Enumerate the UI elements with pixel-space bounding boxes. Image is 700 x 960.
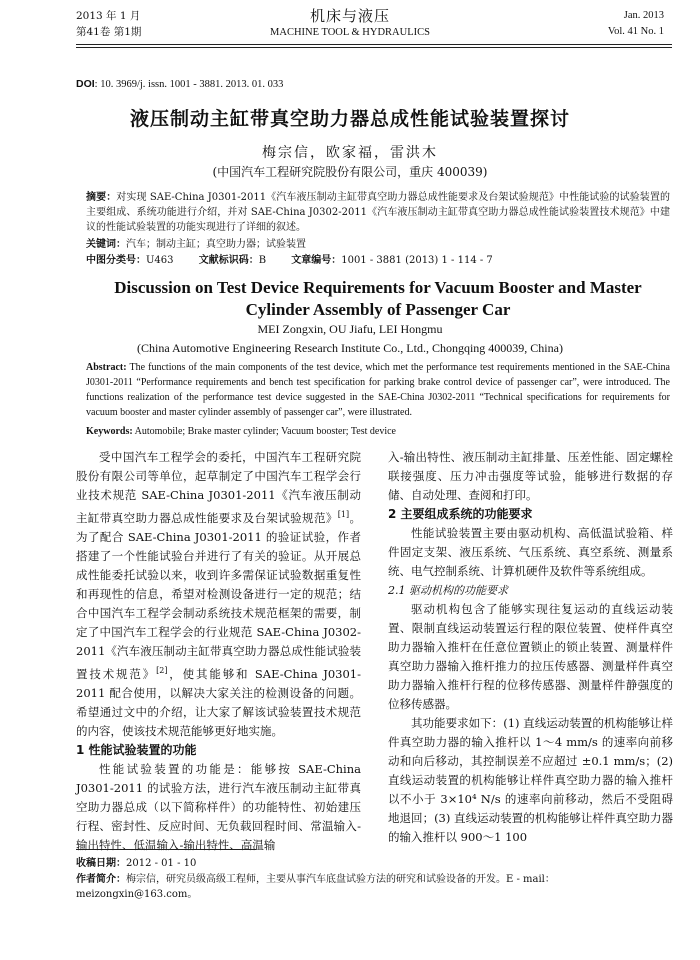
keywords-en-text: Automobile; Brake master cylinder; Vacuum booster; Test device <box>132 426 396 437</box>
footnote-separator <box>76 849 256 850</box>
keywords-cn-text: 汽车；制动主缸；真空助力器；试验装置 <box>126 239 306 250</box>
affiliation-en: (China Automotive Engineering Research Institute Co., Ltd., Chongqing 400039, China) <box>137 341 563 355</box>
section-1-heading: 1 性能试验装置的功能 <box>76 742 197 757</box>
bio-label: 作者简介： <box>76 874 126 885</box>
received-value: 2012 - 01 - 10 <box>126 858 197 869</box>
article-number <box>291 255 493 266</box>
doi-value: : 10. 3969/j. issn. 1001 - 3881. 2013. 01. 033 <box>94 79 284 90</box>
doc-value: B <box>258 255 267 266</box>
footnote-author-bio <box>76 872 672 902</box>
issue-date-cn: 2013 年 1 月 <box>76 10 141 22</box>
abstract-en <box>86 360 670 420</box>
section-2-heading: 2 主要组成系统的功能要求 <box>388 507 533 521</box>
journal-name-en: MACHINE TOOL & HYDRAULICS <box>270 27 430 38</box>
abstract-en-text: The functions of the main components of the test device, which met the performance test requirements mentioned in the SAE-China J0301-2011 “Performance requirements and bench test specification for parking brake control device of passenger car”, were introduced. The functions realization of the performance test device suggested in the SAE-China J0302-2011 “Technical specifications for requirements for vacuum booster and master cylinder assembly of passenger car”, were illustrated. <box>86 362 670 418</box>
body-column-left <box>76 448 361 855</box>
classification-line <box>86 253 670 268</box>
volume-cn: 第41卷 第1期 <box>76 26 142 38</box>
authors-en: MEI Zongxin, OU Jiafu, LEI Hongmu <box>257 322 443 336</box>
header-rule-bottom <box>76 47 672 48</box>
article-label: 文章编号： <box>291 255 342 266</box>
reference-2: [2] <box>156 665 168 675</box>
section-1-paragraph: 性能试验装置的功能是：能够按 SAE-China J0301-2011 的试验方法，进行汽车液压制动主缸带真空助力器总成（以下简称样件）的功能特性、初始建压行程、密封性、反应时间、无负载回程时间、常温输入-输出特性、低温输入-输出特性、高温输 <box>76 761 361 852</box>
keywords-en <box>86 424 670 439</box>
intro-text-end: ，使其能够和 SAE-China J0301-2011 配合使用，以解决大家关注的检测设备的问题。希望通过文中的介绍，让大家了解该试验装置技术规范的内容，使该技术规范能够更好地实施。 <box>76 666 361 738</box>
section-2-paragraph: 性能试验装置主要由驱动机构、高低温试验箱、样件固定支架、液压系统、气压系统、真空系统、测量系统、电气控制系统、计算机硬件及软件等系统组成。 <box>388 526 673 578</box>
keywords-cn <box>86 237 670 252</box>
running-header-center <box>0 6 700 40</box>
intro-text: 受中国汽车工程学会的委托，中国汽车工程研究院股份有限公司等单位，起草制定了中国汽车工程学会行业技术规范 SAE-China J0301-2011《汽车液压制动主缸带真空助力器总成性能要求及台架试验规范》 <box>76 450 361 525</box>
authors-cn: 梅宗信，欧家福，雷洪木 <box>262 145 438 161</box>
received-label: 收稿日期： <box>76 858 126 869</box>
doc-label: 文献标识码： <box>198 255 259 266</box>
abstract-cn-label: 摘要： <box>86 192 117 203</box>
doi-line <box>76 78 283 90</box>
bio-text: 梅宗信，研究员级高级工程师，主要从事汽车底盘试验方法的研究和试验设备的开发。E - mail：meizongxin@163.com。 <box>76 874 555 900</box>
section-2-1-heading: 2.1 驱动机构的功能要求 <box>388 584 508 597</box>
intro-paragraph <box>76 448 361 741</box>
abstract-cn-text: 对实现 SAE-China J0301-2011《汽车液压制动主缸带真空助力器总成性能要求及台架试验规范》中性能试验的试验装置的主要组成、系统功能进行介绍，并对 SAE-China J0302-2011《汽车液压制动主缸带真空助力器总成性能试验装置技术规范》中建议的性能试验装置的功能实现进行了详细的叙述。 <box>86 192 670 233</box>
paper-title-cn: 液压制动主缸带真空助力器总成性能试验装置探讨 <box>129 108 570 130</box>
keywords-cn-label: 关键词： <box>86 239 126 250</box>
affiliation-cn: (中国汽车工程研究院股份有限公司，重庆 400039) <box>212 165 488 179</box>
paper-title-en: Discussion on Test Device Requirements for Vacuum Booster and Master Cylinder Assembly of Passenger Car <box>114 278 642 319</box>
section-2-1-paragraph-2: 其功能要求如下：(1) 直线运动装置的机构能够让样件真空助力器的输入推杆以 1～4 mm/s 的速率向前移动和向后移动，其控制误差不应超过 ±0.1 mm/s；(2) 直线运动装置的机构能够让样件真空助力器的输入推杆以不小于 3×10⁴ N/s 的速率向前移动，然后不受阻碍地退回；(3) 直线运动装置的机构能够让样件真空助力器的输入推杆以 900～1 100 <box>388 716 673 844</box>
section-2-1-paragraph-1: 驱动机构包含了能够实现往复运动的直线运动装置、限制直线运动装置运行程的限位装置、使样件真空助力器输入推杆在任意位置锁止的锁止装置、测量样件真空助力器输入推杆推力的拉压传感器、测量样件真空助力器输入推杆行程的位移传感器、测量样件静强度的位移传感器。 <box>388 602 673 711</box>
reference-1: [1] <box>337 510 350 519</box>
running-header-right <box>608 8 664 40</box>
keywords-en-label: Keywords: <box>86 426 133 437</box>
abstract-en-label: Abstract: <box>86 362 127 373</box>
abstract-cn <box>86 190 670 235</box>
doi-label: DOI <box>76 78 95 90</box>
doc-code <box>199 255 266 266</box>
journal-name-cn: 机床与液压 <box>309 7 390 25</box>
article-value: 1001 - 3881 (2013) 1 - 114 - 7 <box>341 255 493 266</box>
issue-date-en: Jan. 2013 <box>623 10 664 21</box>
intro-text-cont: 。为了配合 SAE-China J0301-2011 的验证试验，作者搭建了一个性能试验台并进行了有关的验证。从开展总成性能委托试验以来，收到许多需保证试验数据重复性和再现性的信息，希望对检测设备进行一定的规范；结合中国汽车工程学会制动系统技术规范框架的需要，制定了中国汽车工程学会的行业规范 SAE-China J0302-2011《汽车液压制动主缸带真空助力器总成性能试验装置技术规范》 <box>76 510 362 681</box>
body-column-right <box>388 448 673 847</box>
header-rule-top <box>76 44 672 45</box>
section-1-paragraph-cont: 入-输出特性、液压制动主缸排量、压差性能、固定螺栓联接强度、压力冲击强度等试验，能够进行数据的存储、自动处理、查阅和打印。 <box>388 450 673 502</box>
footnote-received <box>76 856 672 871</box>
volume-en: Vol. 41 No. 1 <box>607 26 664 37</box>
clc-label: 中图分类号： <box>86 255 146 266</box>
clc-code <box>86 255 174 266</box>
clc-value: U463 <box>146 255 174 266</box>
